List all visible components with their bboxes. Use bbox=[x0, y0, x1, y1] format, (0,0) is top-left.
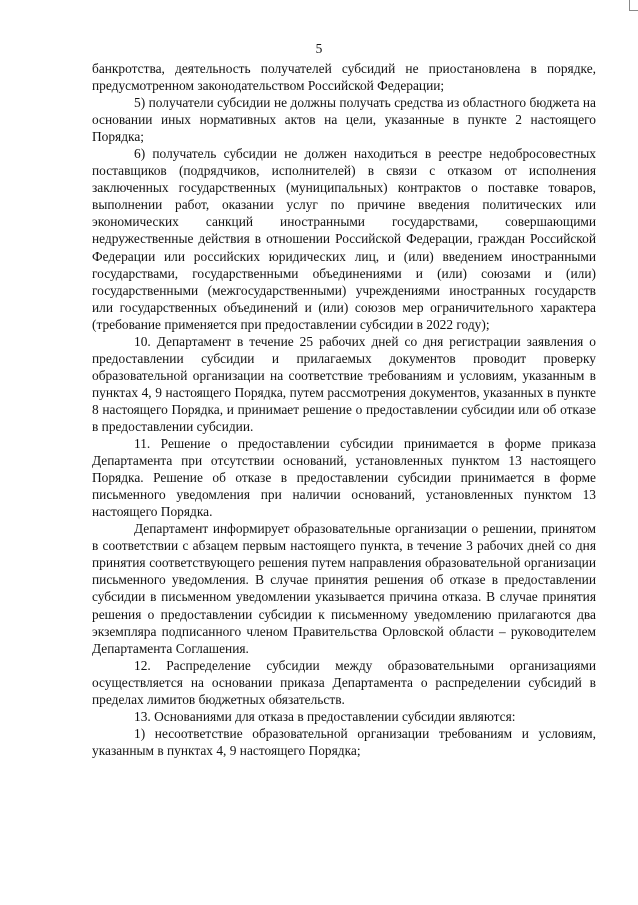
paragraph-clause-11: 11. Решение о предоставлении субсидии принимается в форме приказа Департамента при отсутствии оснований, установленных пунктом 13 настоящего Порядка. Решение об отказе в предоставлении субсидии принимается в форме письменного уведомления при наличии оснований, установленных пунктом 13 настоящего Порядка. bbox=[92, 436, 596, 520]
paragraph-item-5: 5) получатели субсидии не должны получать средства из областного бюджета на основании иных нормативных актов на цели, указанные в пункте 2 настоящего Порядка; bbox=[92, 95, 596, 145]
paragraph-continuation: банкротства, деятельность получателей субсидий не приостановлена в порядке, предусмотренном законодательством Российской Федерации; bbox=[92, 61, 596, 94]
document-body bbox=[92, 60, 596, 759]
paragraph-clause-12: 12. Распределение субсидии между образовательными организациями осуществляется на основании приказа Департамента о распределении субсидий в пределах лимитов бюджетных обязательств. bbox=[92, 657, 596, 707]
paragraph-clause-13: 13. Основаниями для отказа в предоставлении субсидии являются: bbox=[134, 708, 516, 724]
page-corner-mark bbox=[629, 0, 638, 11]
paragraph-clause-13-item-1: 1) несоответствие образовательной организации требованиям и условиям, указанным в пунктах 4, 9 настоящего Порядка; bbox=[92, 725, 596, 758]
paragraph-item-6: 6) получатель субсидии не должен находиться в реестре недобросовестных поставщиков (подрядчиков, исполнителей) в связи с отказом от исполнения заключенных государственных (муниципальных) контрактов о поставке товаров, выполнении работ, оказании услуг по причине введения политических или экономических санкций иностранными государствами, совершающими недружественные действия в отношении Российской Федерации, граждан Российской Федерации или российских юридических лиц, и (или) введением иностранными государствами, государственными объединениями и (или) союзами и (или) государственными (межгосударственными) учреждениями иностранных государств или государственных объединений и (или) союзов мер ограничительного характера (требование применяется при предоставлении субсидии в 2022 году); bbox=[92, 146, 596, 332]
paragraph-clause-10: 10. Департамент в течение 25 рабочих дней со дня регистрации заявления о предоставлении субсидии и прилагаемых документов проводит проверку образовательной организации на соответствие требованиям и условиям, указанным в пунктах 4, 9 настоящего Порядка, путем рассмотрения документов, указанных в пункте 8 настоящего Порядка, и принимает решение о предоставлении субсидии или об отказе в предоставлении субсидии. bbox=[92, 333, 596, 434]
page-number: 5 bbox=[315, 41, 323, 56]
paragraph-clause-11-notification: Департамент информирует образовательные организации о решении, принятом в соответствии с абзацем первым настоящего пункта, в течение 3 рабочих дней со дня принятия соответствующего решения путем направления образовательной организации письменного уведомления. В случае принятия решения об отказе в предоставлении субсидии в письменном уведомлении указывается причина отказа. В случае принятия решения о предоставлении субсидии к письменному уведомлению прилагаются два экземпляра подписанного членом Правительства Орловской области – руководителем Департамента Соглашения. bbox=[92, 521, 596, 656]
